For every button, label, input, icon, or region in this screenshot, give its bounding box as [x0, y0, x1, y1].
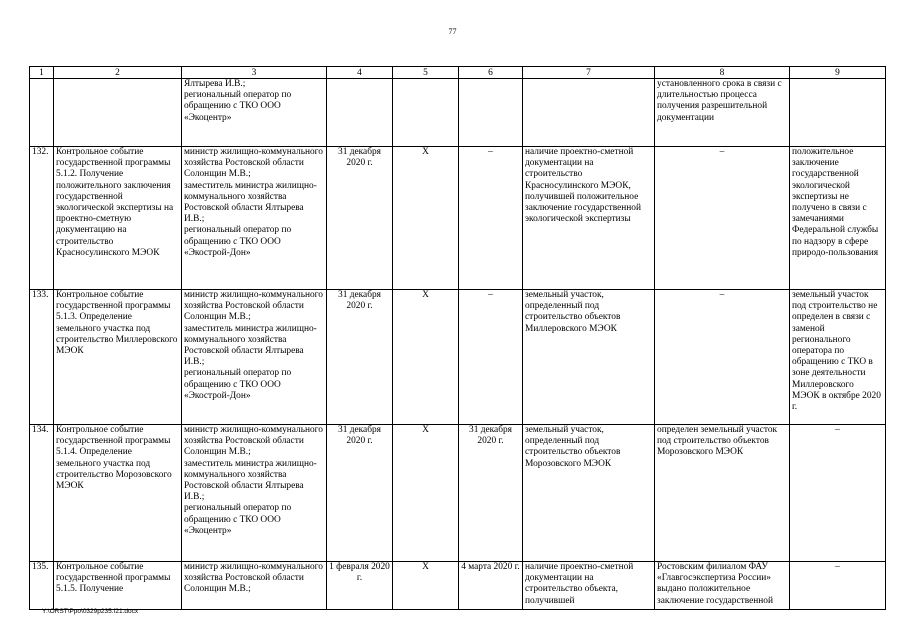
- header-cell: 1: [30, 67, 54, 79]
- cell-num: [30, 79, 54, 147]
- cell-num: 133.: [30, 290, 54, 425]
- header-cell: 9: [790, 67, 886, 79]
- cell-note: земельный участок под строительство не определен в связи с заменой регионального оператора по обращению с ТКО в зоне деятельности Миллеровского МЭОК в октябре 2020 г.: [790, 290, 886, 425]
- cell-plan-date: 1 февраля 2020 г.: [327, 562, 393, 610]
- cell-responsible: Ялтырева И.В.; региональный оператор по обращению с ТКО ООО «Экоцентр»: [182, 79, 327, 147]
- cell-result-plan: земельный участок, определенный под строительство объектов Миллеровского МЭОК: [523, 290, 655, 425]
- cell-responsible: министр жилищно-коммунального хозяйства Ростовской области Солонщин М.В.;: [182, 562, 327, 610]
- cell-event: Контрольное событие государственной программы 5.1.2. Получение положительного заключения государственной экологической экспертизы на проектно-сметную документацию на строительство Красносулинского МЭОК: [54, 147, 182, 290]
- header-cell: 8: [655, 67, 790, 79]
- cell-result-plan: наличие проектно-сметной документации на строительство объекта, получившей: [523, 562, 655, 610]
- header-cell: 7: [523, 67, 655, 79]
- cell-event: Контрольное событие государственной программы 5.1.5. Получение: [54, 562, 182, 610]
- column-number-header: [30, 67, 886, 79]
- cell-result-fact: установленного срока в связи с длительностью процесса получения разрешительной документации: [655, 79, 790, 147]
- cell-x: X: [393, 290, 459, 425]
- cell-plan-date: [327, 79, 393, 147]
- cell-note: [790, 79, 886, 147]
- table-row: [30, 562, 886, 610]
- cell-result-plan: земельный участок, определенный под строительство объектов Морозовского МЭОК: [523, 425, 655, 562]
- cell-fact-date: [459, 79, 523, 147]
- cell-fact-date: –: [459, 147, 523, 290]
- cell-note: положительное заключение государственной экологической экспертизы не получено в связи с замечаниями Федеральной службы по надзору в сфере природо-пользования: [790, 147, 886, 290]
- cell-fact-date: 4 марта 2020 г.: [459, 562, 523, 610]
- cell-responsible: министр жилищно-коммунального хозяйства Ростовской области Солонщин М.В.; заместитель министра жилищно-коммунального хозяйства Ростовской области Ялтырева И.В.; региональный оператор по обращению с ТКО ООО «Экоцентр»: [182, 425, 327, 562]
- cell-event: [54, 79, 182, 147]
- cell-num: 134.: [30, 425, 54, 562]
- cell-event: Контрольное событие государственной программы 5.1.4. Определение земельного участка под строительство Морозовского МЭОК: [54, 425, 182, 562]
- cell-result-plan: наличие проектно-сметной документации на строительство Красносулинского МЭОК, получившей положительное заключение государственной экологической экспертизы: [523, 147, 655, 290]
- table-row: [30, 79, 886, 147]
- cell-plan-date: 31 декабря 2020 г.: [327, 147, 393, 290]
- cell-result-fact: –: [655, 147, 790, 290]
- header-cell: 4: [327, 67, 393, 79]
- cell-fact-date: 31 декабря 2020 г.: [459, 425, 523, 562]
- cell-result-plan: [523, 79, 655, 147]
- cell-fact-date: –: [459, 290, 523, 425]
- footer-file-path: Y:\ORST\Ppo\0329p235.f21.docx: [42, 608, 139, 615]
- table-row: [30, 290, 886, 425]
- cell-x: X: [393, 147, 459, 290]
- table-row: [30, 425, 886, 562]
- header-cell: 5: [393, 67, 459, 79]
- cell-result-fact: определен земельный участок под строительство объектов Морозовского МЭОК: [655, 425, 790, 562]
- cell-result-fact: Ростовским филиалом ФАУ «Главгосэкспертиза России» выдано положительное заключение государственной: [655, 562, 790, 610]
- report-table: [29, 66, 886, 610]
- cell-x: X: [393, 425, 459, 562]
- cell-note: –: [790, 425, 886, 562]
- cell-num: 132.: [30, 147, 54, 290]
- header-cell: 6: [459, 67, 523, 79]
- header-cell: 2: [54, 67, 182, 79]
- cell-num: 135.: [30, 562, 54, 610]
- cell-responsible: министр жилищно-коммунального хозяйства Ростовской области Солонщин М.В.; заместитель министра жилищно-коммунального хозяйства Ростовской области Ялтырева И.В.; региональный оператор по обращению с ТКО ООО «Экострой-Дон»: [182, 147, 327, 290]
- cell-plan-date: 31 декабря 2020 г.: [327, 425, 393, 562]
- cell-note: –: [790, 562, 886, 610]
- cell-event: Контрольное событие государственной программы 5.1.3. Определение земельного участка под строительство Миллеровского МЭОК: [54, 290, 182, 425]
- cell-responsible: министр жилищно-коммунального хозяйства Ростовской области Солонщин М.В.; заместитель министра жилищно-коммунального хозяйства Ростовской области Ялтырева И.В.; региональный оператор по обращению с ТКО ООО «Экострой-Дон»: [182, 290, 327, 425]
- cell-x: [393, 79, 459, 147]
- table-row: [30, 147, 886, 290]
- page-number: 77: [448, 27, 457, 36]
- cell-x: X: [393, 562, 459, 610]
- cell-result-fact: –: [655, 290, 790, 425]
- header-cell: 3: [182, 67, 327, 79]
- cell-plan-date: 31 декабря 2020 г.: [327, 290, 393, 425]
